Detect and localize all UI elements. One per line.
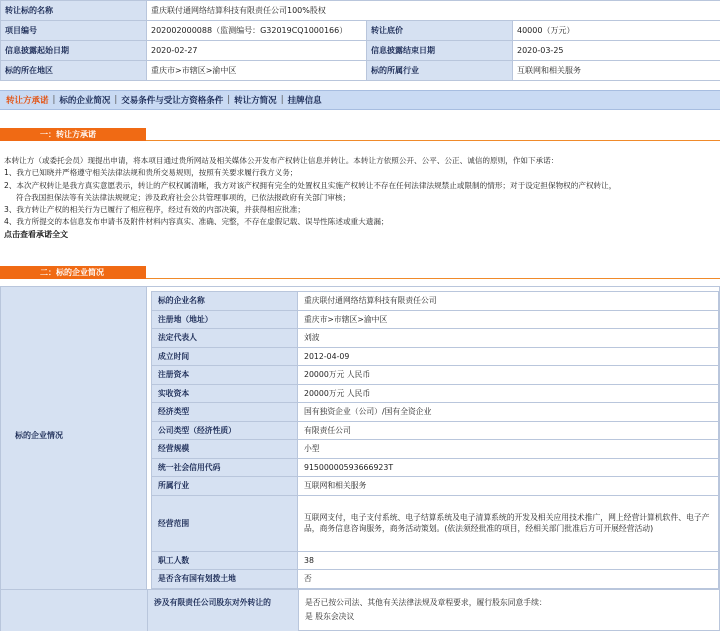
enterprise-row [152, 329, 719, 348]
tab-separator: | [114, 95, 118, 105]
enterprise-field-label: 经营规模 [152, 440, 298, 459]
info-label: 信息披露结束日期 [367, 41, 513, 61]
enterprise-row [152, 477, 719, 496]
enterprise-field-label: 法定代表人 [152, 329, 298, 348]
enterprise-row [152, 458, 719, 477]
enterprise-field-label: 实收资本 [152, 384, 298, 403]
shareholder-consent-row [0, 590, 720, 631]
enterprise-row [152, 347, 719, 366]
enterprise-field-value: 国有独资企业（公司）/国有全资企业 [298, 403, 719, 422]
enterprise-row [152, 366, 719, 385]
info-value: 40000（万元） [513, 21, 720, 41]
section-header-commitment [0, 128, 720, 141]
info-value: 重庆联付通网络结算科技有限责任公司100%股权 [147, 1, 720, 21]
enterprise-field-label: 注册地（地址） [152, 310, 298, 329]
info-row [1, 1, 720, 21]
tab-separator: | [280, 95, 284, 105]
section-header-enterprise [0, 266, 720, 279]
section-tab-bar [0, 90, 720, 110]
enterprise-field-label: 标的企业名称 [152, 292, 298, 311]
read-full-commitment-link[interactable]: 点击查看承诺全文 [4, 229, 68, 239]
enterprise-field-label: 公司类型（经济性质） [152, 421, 298, 440]
shareholder-consent-value [299, 596, 719, 624]
info-row [1, 61, 720, 81]
info-label: 项目编号 [1, 21, 147, 41]
tab-listing-info[interactable]: 挂牌信息 [287, 96, 322, 106]
info-label: 标的所在地区 [1, 61, 147, 81]
enterprise-row [152, 310, 719, 329]
enterprise-row [152, 421, 719, 440]
tab-transferor-profile[interactable]: 转让方简况 [234, 96, 277, 106]
shareholder-consent-answer: 是 股东会决议 [305, 612, 355, 621]
enterprise-row [152, 570, 719, 589]
info-label: 信息披露起始日期 [1, 41, 147, 61]
commitment-item: 3、我方转让产权的相关行为已履行了相应程序，经过有效的内部决策，并获得相应批准； [4, 205, 305, 215]
info-row [1, 21, 720, 41]
enterprise-field-label: 经营范围 [152, 495, 298, 551]
enterprise-row [152, 495, 719, 551]
enterprise-field-value: 20000万元 人民币 [298, 366, 719, 385]
enterprise-field-value: 重庆市>市辖区>渝中区 [298, 310, 719, 329]
info-label: 转让标的名称 [1, 1, 147, 21]
enterprise-field-label: 所属行业 [152, 477, 298, 496]
section-title: 一：转让方承诺 [0, 128, 146, 141]
enterprise-field-label: 职工人数 [152, 551, 298, 570]
info-value: 2020-03-25 [513, 41, 720, 61]
info-label: 标的所属行业 [367, 61, 513, 81]
project-info-table [0, 0, 720, 81]
enterprise-field-label: 成立时间 [152, 347, 298, 366]
section-title: 二：标的企业简况 [0, 266, 146, 279]
enterprise-field-label: 是否含有国有划拨土地 [152, 570, 298, 589]
commitment-item: 4、我方所提交的本信息发布申请书及附件材料内容真实、准确、完整，不存在虚假记载、误导性陈述或重大遗漏； [4, 217, 389, 227]
info-value: 重庆市>市辖区>渝中区 [147, 61, 367, 81]
enterprise-row [152, 440, 719, 459]
tab-transferor-commitment[interactable]: 转让方承诺 [6, 96, 49, 106]
tab-separator: | [227, 95, 231, 105]
enterprise-side-label: 标的企业情况 [15, 431, 63, 440]
enterprise-field-label: 统一社会信用代码 [152, 458, 298, 477]
info-value: 2020-02-27 [147, 41, 367, 61]
commitment-item: 2、本次产权转让是我方真实意愿表示，转让的产权权属清晰，我方对该产权拥有完全的处置权且实施产权转让不存在任何法律法规禁止或限制的情形；对于设定担保物权的产权转让， [4, 180, 617, 190]
enterprise-field-value: 重庆联付通网络结算科技有限责任公司 [298, 292, 719, 311]
info-value: 202002000088（监测编号：G32019CQ1000166） [147, 21, 367, 41]
tab-target-enterprise[interactable]: 标的企业简况 [59, 96, 111, 106]
shareholder-side-cell [1, 590, 147, 631]
enterprise-info-table [151, 291, 719, 589]
enterprise-field-value: 刘波 [298, 329, 719, 348]
shareholder-consent-label: 涉及有限责任公司股东对外转让的 [147, 590, 299, 631]
enterprise-field-value: 38 [298, 551, 719, 570]
enterprise-field-value: 否 [298, 570, 719, 589]
info-value: 互联网和相关服务 [513, 61, 720, 81]
enterprise-side-label-cell [1, 287, 147, 589]
enterprise-field-value: 2012-04-09 [298, 347, 719, 366]
enterprise-row [152, 403, 719, 422]
enterprise-field-label: 经济类型 [152, 403, 298, 422]
enterprise-field-value: 有限责任公司 [298, 421, 719, 440]
commitment-text [4, 155, 716, 241]
tab-separator: | [52, 95, 56, 105]
enterprise-row [152, 384, 719, 403]
tab-trade-conditions[interactable]: 交易条件与受让方资格条件 [121, 96, 224, 106]
commitment-item: 1、我方已知晓并严格遵守相关法律法规和贵所交易规则，按照有关要求履行我方义务； [4, 168, 298, 178]
enterprise-info-panel [0, 286, 720, 590]
enterprise-field-value: 小型 [298, 440, 719, 459]
enterprise-field-value: 91500000593666923T [298, 458, 719, 477]
enterprise-row [152, 292, 719, 311]
commitment-intro: 本转让方（或委托会员）现提出申请，将本项目通过贵所网站及相关媒体公开发布产权转让信息并转让。本转让方依照公开、公平、公正、诚信的原则，作如下承诺： [4, 156, 559, 165]
shareholder-consent-question: 是否已按公司法、其他有关法律法规及章程要求，履行股东同意手续： [305, 598, 547, 607]
enterprise-row [152, 551, 719, 570]
enterprise-field-value: 互联网支付，电子支付系统、电子结算系统及电子清算系统的开发及相关应用技术推广，网上经营计算机软件、电子产品，商务信息咨询服务，商务活动策划。(依法须经批准的项目，经相关部门批准后方可开展经营活动) [298, 495, 719, 551]
enterprise-field-label: 注册资本 [152, 366, 298, 385]
commitment-item: 符合我国担保法等有关法律法规规定；涉及政府社会公共管理事项的，已依法报政府有关部门审核； [16, 192, 351, 202]
enterprise-field-value: 20000万元 人民币 [298, 384, 719, 403]
info-row [1, 41, 720, 61]
info-label: 转让底价 [367, 21, 513, 41]
enterprise-field-value: 互联网和相关服务 [298, 477, 719, 496]
